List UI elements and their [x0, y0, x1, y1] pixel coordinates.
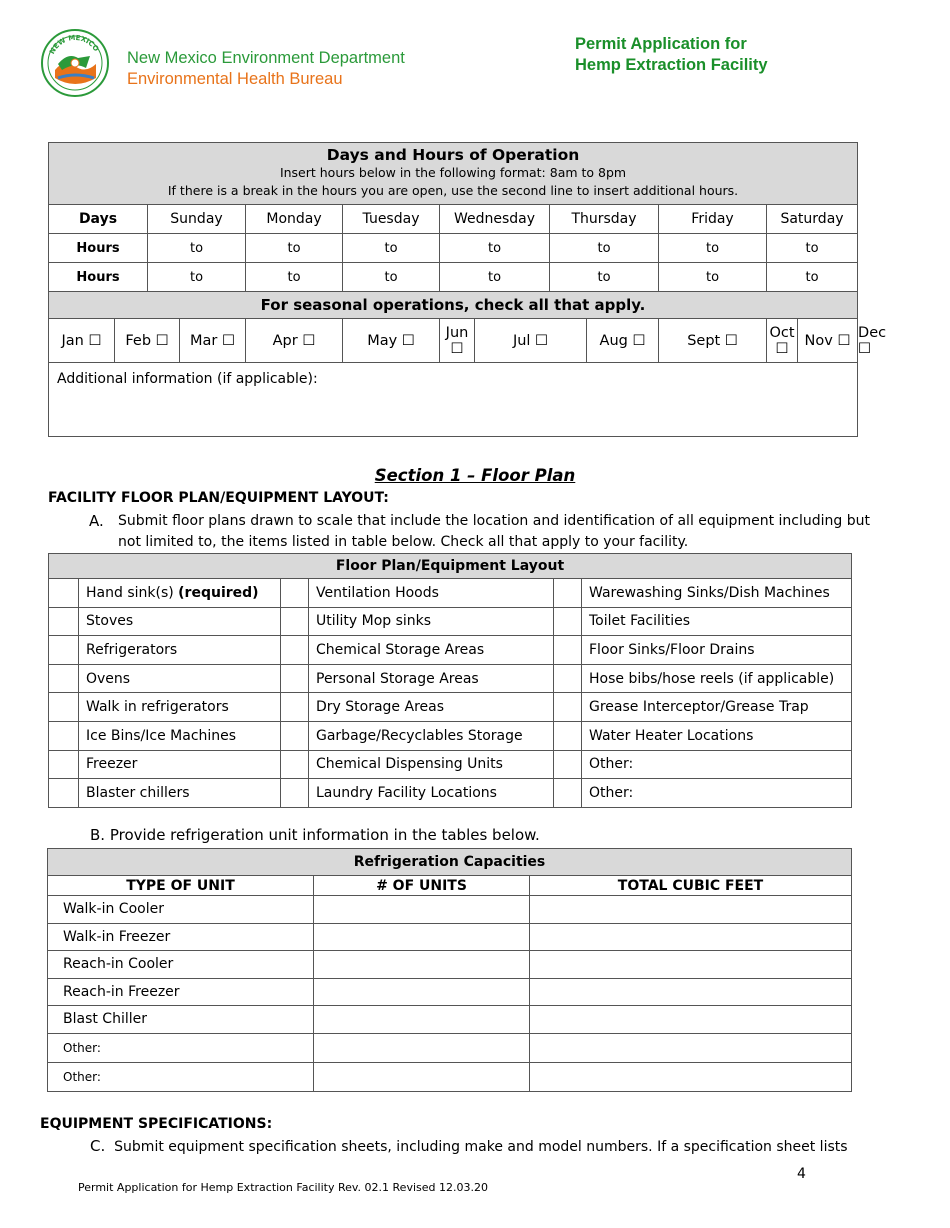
checkbox-chemical-storage[interactable] [281, 636, 309, 665]
table-row [49, 750, 852, 779]
instruction-a-text: Submit floor plans drawn to scale that include the location and identification of all equipment including but not limited to, the items listed in table below. Check all that apply to your facility. [118, 513, 870, 550]
checkbox-utility-mop-sinks[interactable] [281, 607, 309, 636]
table-row [49, 779, 852, 808]
hours-input-thursday[interactable]: to [550, 234, 659, 263]
checkbox-blaster-chillers[interactable] [49, 779, 79, 808]
unit-other-1[interactable]: Other: [48, 1033, 314, 1062]
item-hose-bibs: Hose bibs/hose reels (if applicable) [582, 664, 852, 693]
units-input-reach-in-cooler[interactable] [314, 951, 530, 979]
hours-input-saturday[interactable]: to [767, 234, 858, 263]
checkbox-grease-interceptor[interactable] [554, 693, 582, 722]
agency-name [127, 48, 405, 90]
title-line-1: Permit Application for [575, 35, 747, 53]
seasonal-title: For seasonal operations, check all that apply. [49, 292, 858, 319]
refrigeration-table [47, 848, 852, 1092]
unit-reach-in-cooler: Reach-in Cooler [48, 951, 314, 979]
month-checkbox-apr[interactable]: Apr ☐ [246, 319, 343, 363]
table-row [49, 607, 852, 636]
cubic-feet-input-reach-in-freezer[interactable] [530, 978, 852, 1006]
months-row: Jan ☐ Feb ☐ Mar ☐ Apr ☐ May ☐ Jun ☐ Jul ☐ Aug ☐ Sept ☐ Oct ☐ Nov ☐ Dec ☐ [49, 319, 858, 363]
checkbox-stoves[interactable] [49, 607, 79, 636]
days-label: Days [49, 205, 148, 234]
hours-input-monday[interactable]: to [246, 234, 343, 263]
seal-text: NEW MEXICO [48, 33, 101, 56]
units-input-walk-in-cooler[interactable] [314, 896, 530, 924]
unit-walk-in-cooler: Walk-in Cooler [48, 896, 314, 924]
refrigeration-table-title: Refrigeration Capacities [48, 849, 852, 876]
instruction-a-letter: A. [89, 512, 104, 530]
checkbox-ovens[interactable] [49, 664, 79, 693]
day-saturday: Saturday [767, 205, 858, 234]
item-garbage-storage: Garbage/Recyclables Storage [309, 721, 554, 750]
item-utility-mop-sinks: Utility Mop sinks [309, 607, 554, 636]
table-row [49, 693, 852, 722]
checkbox-warewashing[interactable] [554, 579, 582, 608]
unit-other-2[interactable]: Other: [48, 1062, 314, 1091]
hours-input-monday-2[interactable]: to [246, 263, 343, 292]
table-row [48, 923, 852, 951]
unit-reach-in-freezer: Reach-in Freezer [48, 978, 314, 1006]
item-hand-sink-label: Hand sink(s) [86, 584, 179, 601]
instruction-c [90, 1136, 930, 1158]
table-row [49, 579, 852, 608]
day-wednesday: Wednesday [440, 205, 550, 234]
checkbox-personal-storage[interactable] [281, 664, 309, 693]
table-row [49, 664, 852, 693]
section-1-title: Section 1 – Floor Plan [374, 466, 576, 485]
cubic-feet-input-other-1[interactable] [530, 1033, 852, 1062]
item-refrigerators: Refrigerators [79, 636, 281, 665]
hours-input-wednesday-2[interactable]: to [440, 263, 550, 292]
floor-plan-subhead: FACILITY FLOOR PLAN/EQUIPMENT LAYOUT: [48, 490, 389, 506]
checkbox-other-1[interactable] [554, 750, 582, 779]
month-checkbox-mar[interactable]: Mar ☐ [180, 319, 246, 363]
cubic-feet-input-walk-in-freezer[interactable] [530, 923, 852, 951]
instruction-c-letter: C. [90, 1137, 106, 1155]
hours-input-sunday[interactable]: to [148, 234, 246, 263]
item-grease-interceptor: Grease Interceptor/Grease Trap [582, 693, 852, 722]
col-total-cubic-feet: TOTAL CUBIC FEET [530, 876, 852, 896]
day-tuesday: Tuesday [343, 205, 440, 234]
checkbox-dry-storage[interactable] [281, 693, 309, 722]
checkbox-freezer[interactable] [49, 750, 79, 779]
hours-of-operation-table [48, 142, 887, 437]
instruction-b: B. Provide refrigeration unit information in the tables below. [90, 826, 540, 844]
footer-text: Permit Application for Hemp Extraction Facility Rev. 02.1 Revised 12.03.20 [78, 1181, 488, 1194]
hours-title: Days and Hours of Operation [326, 146, 580, 164]
day-monday: Monday [246, 205, 343, 234]
month-checkbox-may[interactable]: May ☐ [343, 319, 440, 363]
title-line-2: Hemp Extraction Facility [575, 56, 768, 74]
hours-title-cell [49, 143, 858, 205]
hours-instruction-1: Insert hours below in the following format: 8am to 8pm [279, 165, 627, 180]
document-title [575, 34, 768, 76]
checkbox-laundry[interactable] [281, 779, 309, 808]
item-ice-bins: Ice Bins/Ice Machines [79, 721, 281, 750]
checkbox-other-2[interactable] [554, 779, 582, 808]
hours-row-1 [49, 234, 858, 263]
hours-label: Hours [49, 263, 148, 292]
item-floor-sinks: Floor Sinks/Floor Drains [582, 636, 852, 665]
cubic-feet-input-reach-in-cooler[interactable] [530, 951, 852, 979]
instruction-c-text: Submit equipment specification sheets, including make and model numbers. If a specification sheet lists [114, 1139, 848, 1155]
hours-label: Hours [49, 234, 148, 263]
units-input-other-2[interactable] [314, 1062, 530, 1091]
item-water-heater: Water Heater Locations [582, 721, 852, 750]
month-checkbox-nov[interactable]: Nov ☐ [798, 319, 858, 363]
checkbox-floor-sinks[interactable] [554, 636, 582, 665]
units-input-blast-chiller[interactable] [314, 1006, 530, 1034]
floor-plan-table-title: Floor Plan/Equipment Layout [49, 554, 852, 579]
item-other-2[interactable]: Other: [582, 779, 852, 808]
item-chemical-dispensing: Chemical Dispensing Units [309, 750, 554, 779]
col-num-units: # OF UNITS [314, 876, 530, 896]
checkbox-walk-in-refrigerators[interactable] [49, 693, 79, 722]
additional-info-field[interactable] [49, 363, 858, 437]
page-number: 4 [797, 1166, 806, 1182]
unit-blast-chiller: Blast Chiller [48, 1006, 314, 1034]
agency-line-1: New Mexico Environment Department [127, 49, 405, 67]
checkbox-ventilation-hoods[interactable] [281, 579, 309, 608]
unit-walk-in-freezer: Walk-in Freezer [48, 923, 314, 951]
required-tag: (required) [178, 584, 259, 601]
units-input-other-1[interactable] [314, 1033, 530, 1062]
item-warewashing: Warewashing Sinks/Dish Machines [582, 579, 852, 608]
table-row [48, 1033, 852, 1062]
month-checkbox-jun[interactable]: Jun ☐ [440, 319, 475, 363]
table-row [48, 978, 852, 1006]
checkbox-hand-sink[interactable] [49, 579, 79, 608]
checkbox-toilet-facilities[interactable] [554, 607, 582, 636]
item-blaster-chillers: Blaster chillers [79, 779, 281, 808]
new-mexico-seal-icon [40, 28, 110, 98]
floor-plan-table [48, 553, 852, 808]
month-checkbox-jul[interactable]: Jul ☐ [475, 319, 587, 363]
item-personal-storage: Personal Storage Areas [309, 664, 554, 693]
checkbox-garbage-storage[interactable] [281, 721, 309, 750]
hours-input-thursday-2[interactable]: to [550, 263, 659, 292]
table-row [48, 896, 852, 924]
table-row [49, 721, 852, 750]
nm-seal-logo [40, 28, 110, 98]
equipment-specs-subhead: EQUIPMENT SPECIFICATIONS: [40, 1116, 273, 1132]
checkbox-refrigerators[interactable] [49, 636, 79, 665]
month-checkbox-jan[interactable]: Jan ☐ [49, 319, 115, 363]
table-row [48, 1006, 852, 1034]
agency-line-2: Environmental Health Bureau [127, 70, 343, 88]
table-row [48, 951, 852, 979]
item-laundry: Laundry Facility Locations [309, 779, 554, 808]
units-input-walk-in-freezer[interactable] [314, 923, 530, 951]
checkbox-chemical-dispensing[interactable] [281, 750, 309, 779]
hours-input-friday[interactable]: to [659, 234, 767, 263]
item-ovens: Ovens [79, 664, 281, 693]
month-checkbox-feb[interactable]: Feb ☐ [115, 319, 180, 363]
day-sunday: Sunday [148, 205, 246, 234]
month-checkbox-sept[interactable]: Sept ☐ [659, 319, 767, 363]
day-friday: Friday [659, 205, 767, 234]
month-checkbox-oct[interactable]: Oct ☐ [767, 319, 798, 363]
hours-input-saturday-2[interactable]: to [767, 263, 858, 292]
instruction-a [89, 511, 889, 553]
item-stoves: Stoves [79, 607, 281, 636]
checkbox-water-heater[interactable] [554, 721, 582, 750]
table-row [49, 636, 852, 665]
item-toilet-facilities: Toilet Facilities [582, 607, 852, 636]
hours-instruction-2: If there is a break in the hours you are open, use the second line to insert additional hours. [167, 183, 739, 198]
item-dry-storage: Dry Storage Areas [309, 693, 554, 722]
month-checkbox-aug[interactable]: Aug ☐ [587, 319, 659, 363]
item-chemical-storage: Chemical Storage Areas [309, 636, 554, 665]
hours-row-2 [49, 263, 858, 292]
item-hand-sink [79, 579, 281, 608]
col-type-of-unit: TYPE OF UNIT [48, 876, 314, 896]
table-row [48, 1062, 852, 1091]
cubic-feet-input-blast-chiller[interactable] [530, 1006, 852, 1034]
hours-input-friday-2[interactable]: to [659, 263, 767, 292]
item-walk-in-refrigerators: Walk in refrigerators [79, 693, 281, 722]
cubic-feet-input-other-2[interactable] [530, 1062, 852, 1091]
additional-info-label: Additional information (if applicable): [57, 371, 318, 387]
units-input-reach-in-freezer[interactable] [314, 978, 530, 1006]
cubic-feet-input-walk-in-cooler[interactable] [530, 896, 852, 924]
item-freezer: Freezer [79, 750, 281, 779]
checkbox-ice-bins[interactable] [49, 721, 79, 750]
day-thursday: Thursday [550, 205, 659, 234]
hours-input-tuesday-2[interactable]: to [343, 263, 440, 292]
checkbox-hose-bibs[interactable] [554, 664, 582, 693]
hours-input-wednesday[interactable]: to [440, 234, 550, 263]
hours-input-tuesday[interactable]: to [343, 234, 440, 263]
hours-input-sunday-2[interactable]: to [148, 263, 246, 292]
item-other-1[interactable]: Other: [582, 750, 852, 779]
item-ventilation-hoods: Ventilation Hoods [309, 579, 554, 608]
